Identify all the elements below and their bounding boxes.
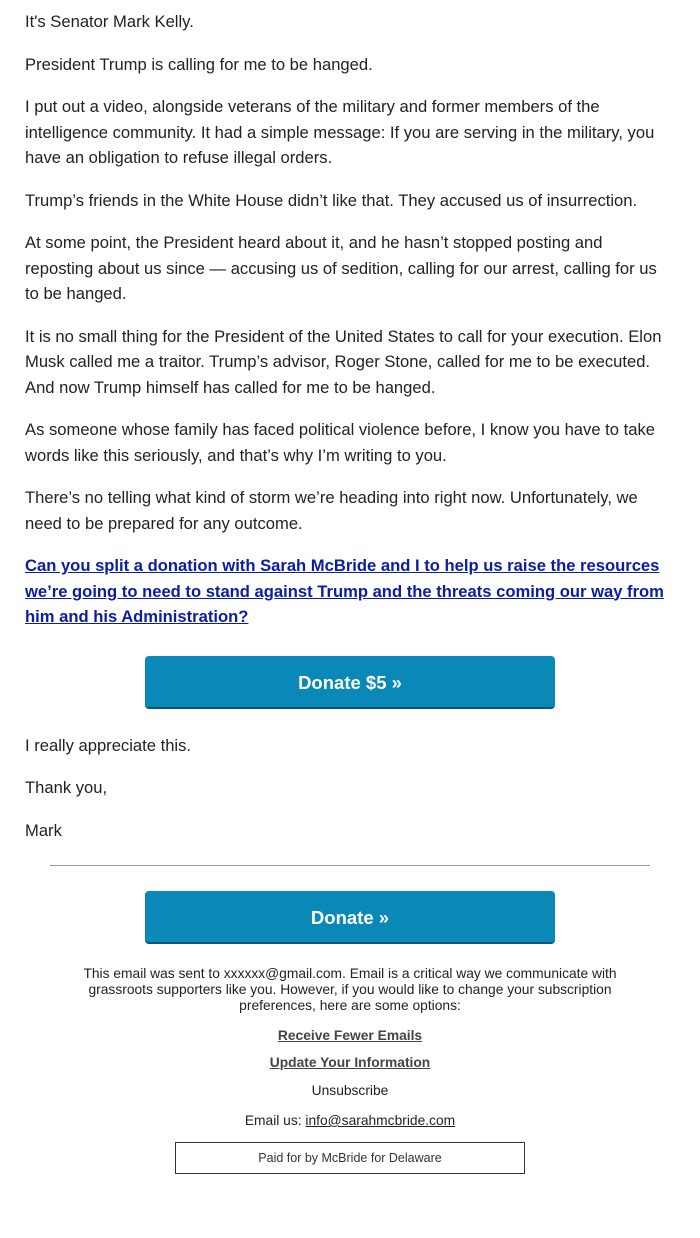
donate-five-button-wrap	[25, 656, 675, 709]
donate-button[interactable]: Donate »	[145, 891, 555, 944]
body-paragraph: There’s no telling what kind of storm we’re heading into right now. Unfortunately, we need to be prepared for any outcome.	[25, 488, 638, 533]
email-us-label: Email us:	[244, 1113, 306, 1128]
body-paragraph: President Trump is calling for me to be hanged.	[25, 54, 373, 74]
body-paragraph: It is no small thing for the President of the United States to call for your execution. Elon Musk called me a traitor. Trump’s advisor, Roger Stone, called for me to be executed. And now Trump himself has called for me to be hanged.	[25, 326, 662, 397]
donate-five-button[interactable]: Donate $5 »	[145, 656, 555, 709]
body-paragraph: At some point, the President heard about it, and he hasn’t stopped posting and reposting about us since — accusing us of sedition, calling for our arrest, calling for us to be hanged.	[25, 233, 657, 303]
body-paragraph: I put out a video, alongside veterans of the military and former members of the intelligence community. It had a simple message: If you are serving in the military, you have an obligation to refuse illegal orders.	[25, 97, 655, 167]
contact-email-line	[25, 1113, 675, 1129]
donation-ask-link[interactable]: Can you split a donation with Sarah McBride and I to help us raise the resources we’re going to need to stand against Trump and the threats coming our way from him and his Administration?	[25, 556, 664, 626]
email-footer	[25, 966, 675, 1174]
subscription-notice: This email was sent to xxxxxx@gmail.com. Email is a critical way we communicate with grassroots supporters like you. However, if you would like to change your subscription preferences, here are some options:	[83, 966, 617, 1013]
closing-line: I really appreciate this.	[25, 735, 192, 755]
paid-for-disclaimer: Paid for by McBride for Delaware	[175, 1142, 525, 1174]
update-information-link[interactable]: Update Your Information	[269, 1055, 431, 1070]
receive-fewer-emails-link[interactable]: Receive Fewer Emails	[277, 1028, 423, 1043]
body-paragraph: As someone whose family has faced political violence before, I know you have to take words like this seriously, and that’s why I’m writing to you.	[25, 420, 655, 465]
contact-email-link[interactable]: info@sarahmcbride.com	[305, 1113, 456, 1128]
sign-off: Thank you,	[25, 778, 108, 797]
greeting-paragraph: It's Senator Mark Kelly.	[25, 12, 194, 31]
footer-divider	[50, 865, 650, 866]
unsubscribe-link[interactable]: Unsubscribe	[311, 1083, 389, 1098]
body-paragraph: Trump’s friends in the White House didn’t like that. They accused us of insurrection.	[25, 190, 638, 210]
letter-body	[25, 0, 675, 630]
donate-button-wrap	[25, 891, 675, 944]
letter-closing	[25, 733, 675, 844]
signature-name: Mark	[25, 820, 62, 840]
